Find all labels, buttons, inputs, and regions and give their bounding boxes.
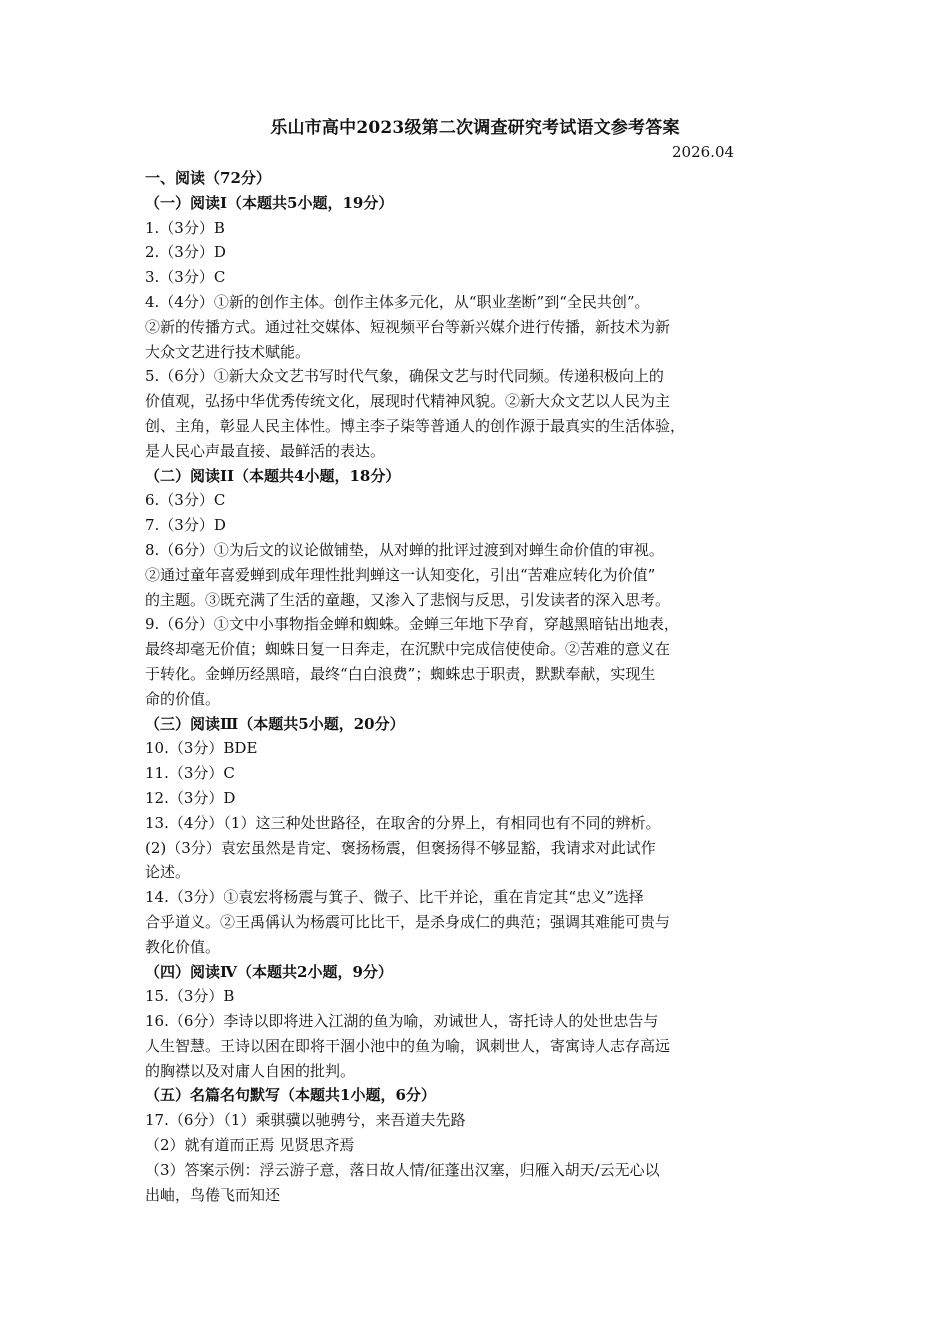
answer-line: 1.（3分）B bbox=[145, 218, 225, 237]
answer-line: 17.（6分）（1）乘骐骥以驰骋兮，来吾道夫先路 bbox=[145, 1111, 466, 1130]
answer-line: 8.（6分）①为后文的议论做铺垫，从对蝉的批评过渡到对蝉生命价值的审视。 bbox=[145, 540, 664, 559]
answer-line: 出岫，鸟倦飞而知还 bbox=[145, 1185, 281, 1204]
answer-line: (2)（3分）袁宏虽然是肯定、褒扬杨震，但褒扬得不够显豁，我请求对此试作 bbox=[145, 838, 656, 857]
answer-line: 5.（6分）①新大众文艺书写时代气象，确保文艺与时代同频。传递积极向上的 bbox=[145, 367, 664, 386]
answer-content bbox=[145, 166, 810, 1207]
answer-line: 11.（3分）C bbox=[145, 764, 235, 783]
page-title: 乐山市高中2023级第二次调查研究考试语文参考答案 bbox=[270, 118, 680, 138]
answer-line: 7.（3分）D bbox=[145, 516, 226, 535]
answer-line: 16.（6分）李诗以即将进入江湖的鱼为喻，劝诫世人，寄托诗人的处世忠告与 bbox=[145, 1012, 659, 1031]
answer-line: 是人民心声最直接、最鲜活的表达。 bbox=[145, 441, 386, 460]
answer-line: 6.（3分）C bbox=[145, 491, 226, 510]
answer-line: 9.（6分）①文中小事物指金蝉和蜘蛛。金蝉三年地下孕育，穿越黑暗钻出地表， bbox=[145, 615, 679, 634]
answer-line: 的胸襟以及对庸人自困的批判。 bbox=[145, 1061, 356, 1080]
section-heading: （二）阅读II（本题共4小题，18分） bbox=[145, 466, 401, 485]
answer-line: 2.（3分）D bbox=[145, 243, 226, 262]
answer-line: 命的价值。 bbox=[145, 689, 221, 708]
answer-line: 价值观，弘扬中华优秀传统文化，展现时代精神风貌。②新大众文艺以人民为主 bbox=[145, 392, 671, 411]
answer-line: ②新的传播方式。通过社交媒体、短视频平台等新兴媒介进行传播，新技术为新 bbox=[145, 317, 671, 336]
answer-line: 最终却毫无价值；蜘蛛日复一日奔走，在沉默中完成信使使命。②苦难的意义在 bbox=[145, 640, 671, 659]
exam-date: 2026.04 bbox=[672, 143, 735, 161]
answer-line: 创、主角，彰显人民主体性。博主李子柒等普通人的创作源于最真实的生活体验， bbox=[145, 416, 686, 435]
answer-line: 教化价值。 bbox=[145, 937, 221, 956]
answer-line: 15.（3分）B bbox=[145, 987, 235, 1006]
answer-line: 12.（3分）D bbox=[145, 788, 236, 807]
answer-line: （2）就有道而正焉 见贤思齐焉 bbox=[145, 1136, 355, 1155]
answer-line: 3.（3分）C bbox=[145, 268, 226, 287]
answer-line: 13.（4分）（1）这三种处世路径，在取舍的分界上，有相同也有不同的辨析。 bbox=[145, 813, 661, 832]
answer-line: 的主题。③既充满了生活的童趣，又渗入了悲悯与反思，引发读者的深入思考。 bbox=[145, 590, 671, 609]
section-heading: （四）阅读Ⅳ（本题共2小题，9分） bbox=[145, 962, 393, 981]
answer-line: 大众文艺进行技术赋能。 bbox=[145, 342, 311, 361]
answer-line: 于转化。金蝉历经黑暗，最终“白白浪费”；蜘蛛忠于职责，默默奉献，实现生 bbox=[145, 664, 656, 683]
answer-line: 人生智慧。王诗以困在即将干涸小池中的鱼为喻，讽刺世人，寄寓诗人志存高远 bbox=[145, 1036, 671, 1055]
section-heading: 一、阅读（72分） bbox=[145, 169, 271, 187]
answer-line: ②通过童年喜爱蝉到成年理性批判蝉这一认知变化，引出“苦难应转化为价值” bbox=[145, 565, 656, 584]
answer-line: 论述。 bbox=[145, 863, 191, 882]
answer-line: 10.（3分）BDE bbox=[145, 739, 258, 758]
answer-line: （3）答案示例：浮云游子意，落日故人情/征蓬出汉塞，归雁入胡天/云无心以 bbox=[145, 1160, 660, 1179]
answer-line: 合乎道义。②王禹偁认为杨震可比比干，是杀身成仁的典范；强调其难能可贵与 bbox=[145, 912, 671, 931]
section-heading: （一）阅读I（本题共5小题，19分） bbox=[145, 193, 394, 212]
answer-line: 4.（4分）①新的创作主体。创作主体多元化，从“职业垄断”到“全民共创”。 bbox=[145, 292, 650, 311]
section-heading: （五）名篇名句默写（本题共1小题，6分） bbox=[145, 1086, 436, 1105]
answer-line: 14.（3分）①袁宏将杨震与箕子、微子、比干并论，重在肯定其“忠义”选择 bbox=[145, 888, 644, 907]
section-heading: （三）阅读Ⅲ（本题共5小题，20分） bbox=[145, 714, 405, 733]
